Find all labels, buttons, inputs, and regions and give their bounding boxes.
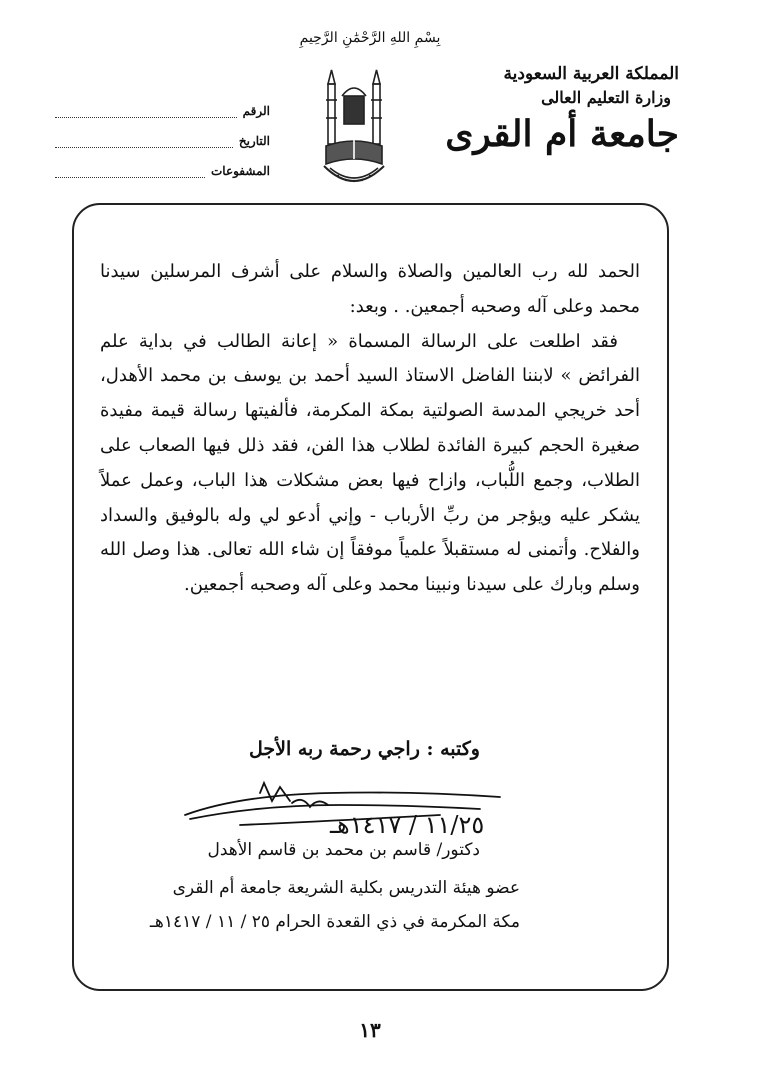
attachments-field <box>55 148 270 178</box>
institution-header <box>419 62 679 158</box>
letter-body <box>100 255 640 603</box>
signature-date: ١١/٢٥ / ١٤١٧هـ <box>330 811 485 839</box>
ministry-name: وزارة التعليم العالى <box>541 88 671 107</box>
signer-name: دكتور/ قاسم بن محمد بن قاسم الأهدل <box>207 840 480 860</box>
letter-opening: الحمد لله رب العالمين والصلاة والسلام على أشرف المرسلين سيدنا محمد وعلى آله وصحبه أجمعين. . وبعد: <box>100 261 640 317</box>
number-label: الرقم <box>242 104 270 118</box>
basmala: بِسْمِ اللهِ الرَّحْمَٰنِ الرَّحِيمِ <box>299 30 441 46</box>
university-logo <box>318 66 390 194</box>
number-dotted-line <box>55 105 237 118</box>
university-name: جامعة أم القرى <box>445 113 679 155</box>
attachments-label: المشفوعات <box>210 164 270 178</box>
date-field <box>55 118 270 148</box>
reference-fields <box>55 88 270 178</box>
attachments-dotted-line <box>55 165 205 178</box>
letter-main-paragraph: فقد اطلعت على الرسالة المسماة « إعانة الطالب في بداية علم الفرائض » لابننا الفاضل الاستاذ السيد أحمد بن يوسف بن محمد الأهدل، أحد خريجي المدسة الصولتية بمكة المكرمة، فألفيتها رسالة قيمة مفيدة صغيرة الحجم كبيرة الفائدة لطلاب هذا الفن، فقد ذلل فيها الصعاب على الطلاب، وجمع اللُّباب، وازاح فيها بعض مشكلات هذا الباب، وعمل عملاً يشكر عليه ويؤجر من ربِّ الأرباب - وإني أدعو لي وله بالوفيق والسداد والفلاح. وأتمنى له مستقبلاً علمياً موفقاً إن شاء الله تعالى. هذا وصل الله وسلم وبارك على سيدنا ونبينا محمد وعلى آله وصحبه أجمعين. <box>100 330 640 596</box>
handwritten-signature <box>180 775 510 845</box>
place-and-date: مكة المكرمة في ذي القعدة الحرام ٢٥ / ١١ / ١٤١٧هـ <box>149 912 520 932</box>
signer-position: عضو هيئة التدريس بكلية الشريعة جامعة أم القرى <box>172 878 520 898</box>
closing-line: وكتبه : راجي رحمة ربه الأجل <box>249 738 480 760</box>
date-label: التاريخ <box>238 134 270 148</box>
kingdom-name: المملكة العربية السعودية <box>503 64 679 84</box>
date-dotted-line <box>55 135 233 148</box>
number-field <box>55 88 270 118</box>
page-number: ١٣ <box>359 1018 381 1042</box>
